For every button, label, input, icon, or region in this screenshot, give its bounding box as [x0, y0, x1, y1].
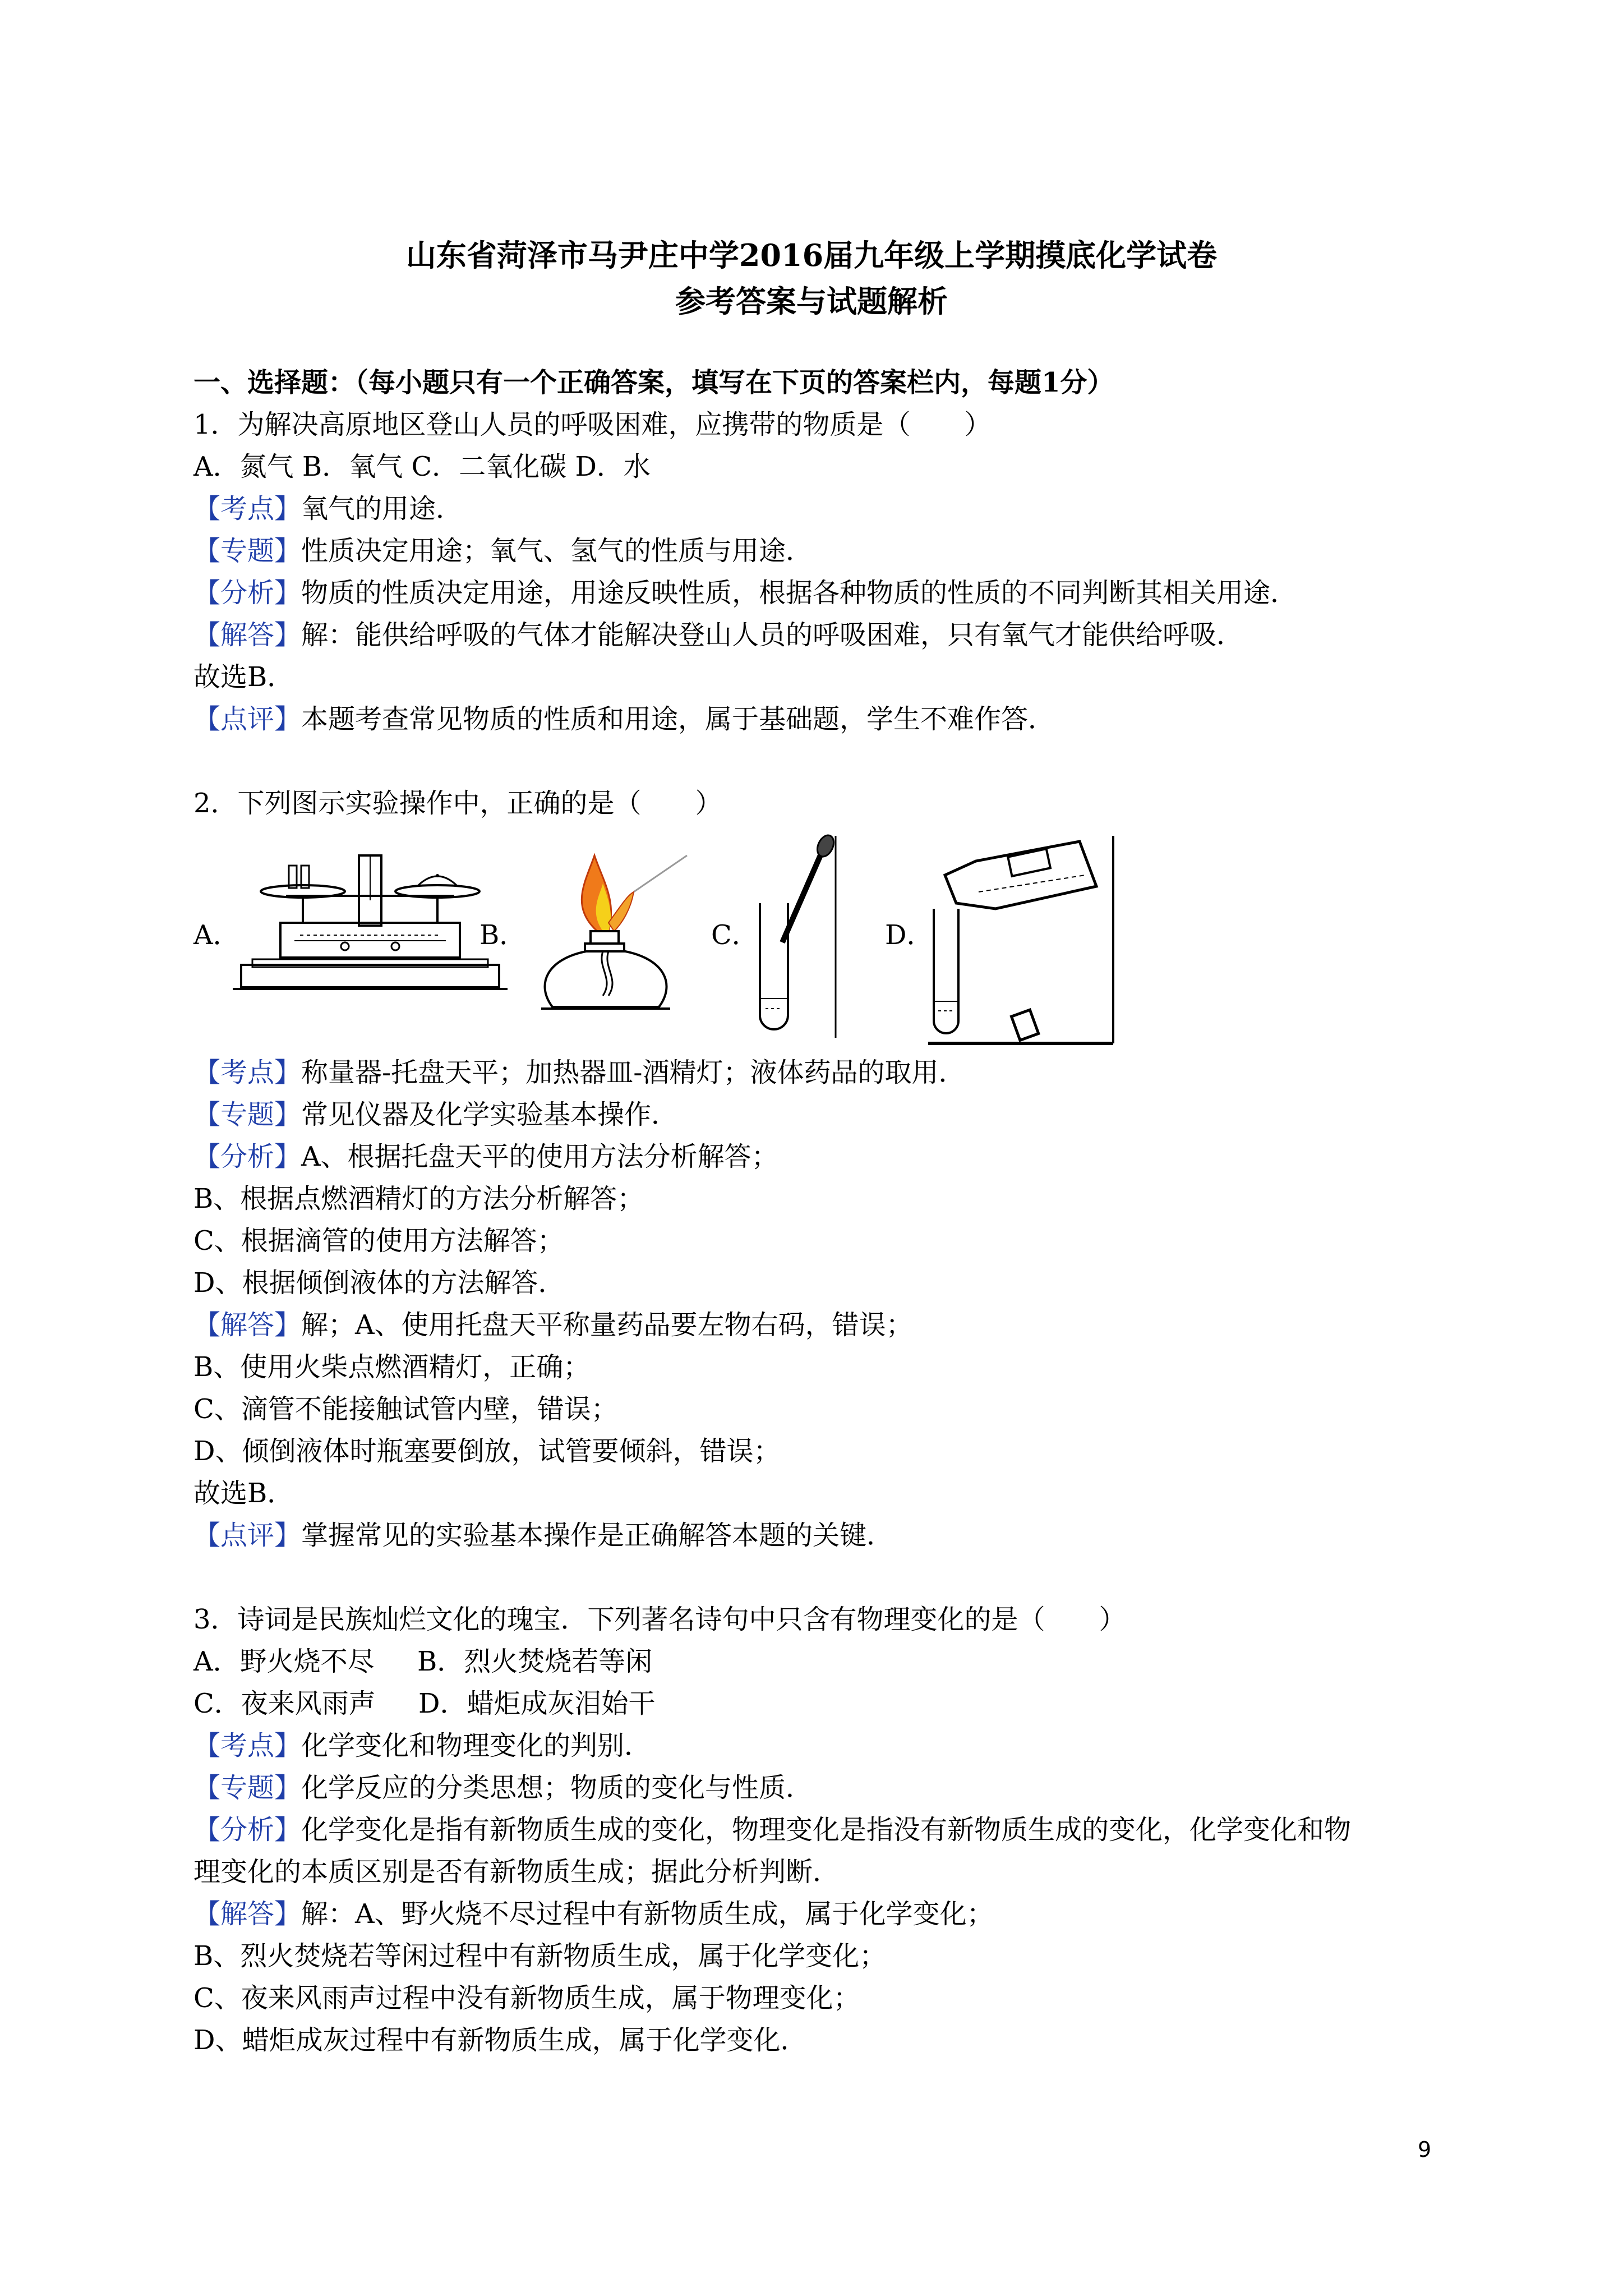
- q3-zhuanti: 化学反应的分类思想；物质的变化与性质．: [301, 1772, 813, 1803]
- kaodian-tag: 【考点】: [193, 1057, 302, 1088]
- fig-label-c: C．: [711, 919, 759, 951]
- q2-jieda-c: C、滴管不能接触试管内壁，错误；: [193, 1393, 618, 1425]
- q1-fenxi-line: [193, 572, 1297, 614]
- q1-options: A．氮气 B．氧气 C．二氧化碳 D．水: [193, 451, 651, 482]
- q1-jieda-line: [193, 614, 1243, 656]
- q3-jieda-d: D、蜡炬成灰过程中有新物质生成，属于化学变化．: [193, 2024, 808, 2056]
- fig-label-a: A．: [193, 919, 240, 951]
- fig-label-d: D．: [885, 919, 934, 951]
- q2-fenxi-c: C、根据滴管的使用方法解答；: [193, 1225, 564, 1257]
- q2-fenxi-line: [193, 1136, 778, 1178]
- q3-stem: 3．诗词是民族灿烂文化的瑰宝．下列著名诗句中只含有物理变化的是（ ）: [193, 1604, 1126, 1635]
- page-number: 9: [1418, 2137, 1432, 2162]
- q3-jieda-b: B、烈火焚烧若等闲过程中有新物质生成，属于化学变化；: [193, 1940, 887, 1972]
- dianping-tag: 【点评】: [193, 703, 302, 735]
- q2-zhuanti-line: [193, 1094, 678, 1136]
- q2-jieda: 解；A、使用托盘天平称量药品要左物右码，错误；: [301, 1309, 913, 1341]
- page-subtitle: 参考答案与试题解析: [675, 283, 948, 319]
- zhuanti-tag: 【专题】: [193, 1772, 302, 1803]
- q2-jieda-d: D、倾倒液体时瓶塞要倒放，试管要倾斜，错误；: [193, 1435, 781, 1467]
- q2-fenxi-d: D、根据倾倒液体的方法解答．: [193, 1267, 565, 1299]
- q3-fenxi: 化学变化是指有新物质生成的变化，物理变化是指没有新物质生成的变化，化学变化和物: [301, 1814, 1352, 1846]
- q3-jieda-line: [193, 1893, 994, 1935]
- q3-jieda-c: C、夜来风雨声过程中没有新物质生成，属于物理变化；: [193, 1982, 860, 2014]
- q1-zhuanti: 性质决定用途；氧气、氢气的性质与用途．: [301, 535, 813, 567]
- q2-answer: 故选B．: [193, 1478, 294, 1509]
- q2-stem: 2．下列图示实验操作中，正确的是（ ）: [193, 788, 722, 819]
- q3-kaodian-line: [193, 1725, 651, 1767]
- q2-zhuanti: 常见仪器及化学实验基本操作．: [301, 1099, 679, 1130]
- zhuanti-tag: 【专题】: [193, 535, 302, 567]
- q2-jieda-line: [193, 1304, 913, 1346]
- q3-jieda: 解：A、野火烧不尽过程中有新物质生成，属于化学变化；: [301, 1898, 994, 1930]
- q2-jieda-b: B、使用火柴点燃酒精灯，正确；: [193, 1351, 591, 1383]
- q1-fenxi: 物质的性质决定用途，用途反映性质，根据各种物质的性质的不同判断其相关用途．: [301, 577, 1298, 609]
- section-heading: 一、选择题：（每小题只有一个正确答案，填写在下页的答案栏内，每题1分）: [193, 367, 1114, 398]
- q1-answer: 故选B．: [193, 661, 294, 693]
- page-title: 山东省菏泽市马尹庄中学2016届九年级上学期摸底化学试卷: [405, 237, 1218, 273]
- jieda-tag: 【解答】: [193, 619, 302, 651]
- dropper-icon: [749, 830, 844, 1043]
- pouring-liquid-icon: [923, 830, 1124, 1049]
- zhuanti-tag: 【专题】: [193, 1099, 302, 1130]
- alcohol-lamp-icon: [524, 839, 693, 1013]
- q3-kaodian: 化学变化和物理变化的判别．: [301, 1730, 652, 1761]
- q2-fenxi: A、根据托盘天平的使用方法分析解答；: [301, 1141, 778, 1172]
- q2-fenxi-b: B、根据点燃酒精灯的方法分析解答；: [193, 1183, 644, 1214]
- q3-options-2: C．夜来风雨声 D．蜡炬成灰泪始干: [193, 1688, 656, 1719]
- q2-dianping: 掌握常见的实验基本操作是正确解答本题的关键．: [301, 1520, 894, 1551]
- q2-kaodian-line: [193, 1052, 965, 1094]
- balance-icon: [233, 844, 508, 996]
- jieda-tag: 【解答】: [193, 1898, 302, 1930]
- dianping-tag: 【点评】: [193, 1520, 302, 1551]
- q1-dianping-line: [193, 698, 1055, 740]
- q1-kaodian: 氧气的用途．: [301, 493, 463, 524]
- fenxi-tag: 【分析】: [193, 1141, 302, 1172]
- q3-zhuanti-line: [193, 1767, 813, 1809]
- q2-kaodian: 称量器-托盘天平；加热器皿-酒精灯；液体药品的取用．: [301, 1057, 966, 1088]
- q1-zhuanti-line: [193, 530, 813, 572]
- fenxi-tag: 【分析】: [193, 577, 302, 609]
- q3-options-1: A．野火烧不尽 B．烈火焚烧若等闲: [193, 1646, 653, 1677]
- q3-fenxi-cont: 理变化的本质区别是否有新物质生成；据此分析判断．: [193, 1856, 840, 1888]
- q1-dianping: 本题考查常见物质的性质和用途，属于基础题，学生不难作答．: [301, 703, 1055, 735]
- q1-kaodian-line: [193, 488, 463, 530]
- fenxi-tag: 【分析】: [193, 1814, 302, 1846]
- kaodian-tag: 【考点】: [193, 493, 302, 524]
- q3-fenxi-line: [193, 1809, 1351, 1851]
- q1-stem: 1．为解决高原地区登山人员的呼吸困难，应携带的物质是（ ）: [193, 409, 992, 440]
- fig-label-b: B．: [479, 919, 527, 951]
- jieda-tag: 【解答】: [193, 1309, 302, 1341]
- q2-dianping-line: [193, 1515, 893, 1557]
- kaodian-tag: 【考点】: [193, 1730, 302, 1761]
- q1-jieda: 解：能供给呼吸的气体才能解决登山人员的呼吸困难，只有氧气才能供给呼吸．: [301, 619, 1244, 651]
